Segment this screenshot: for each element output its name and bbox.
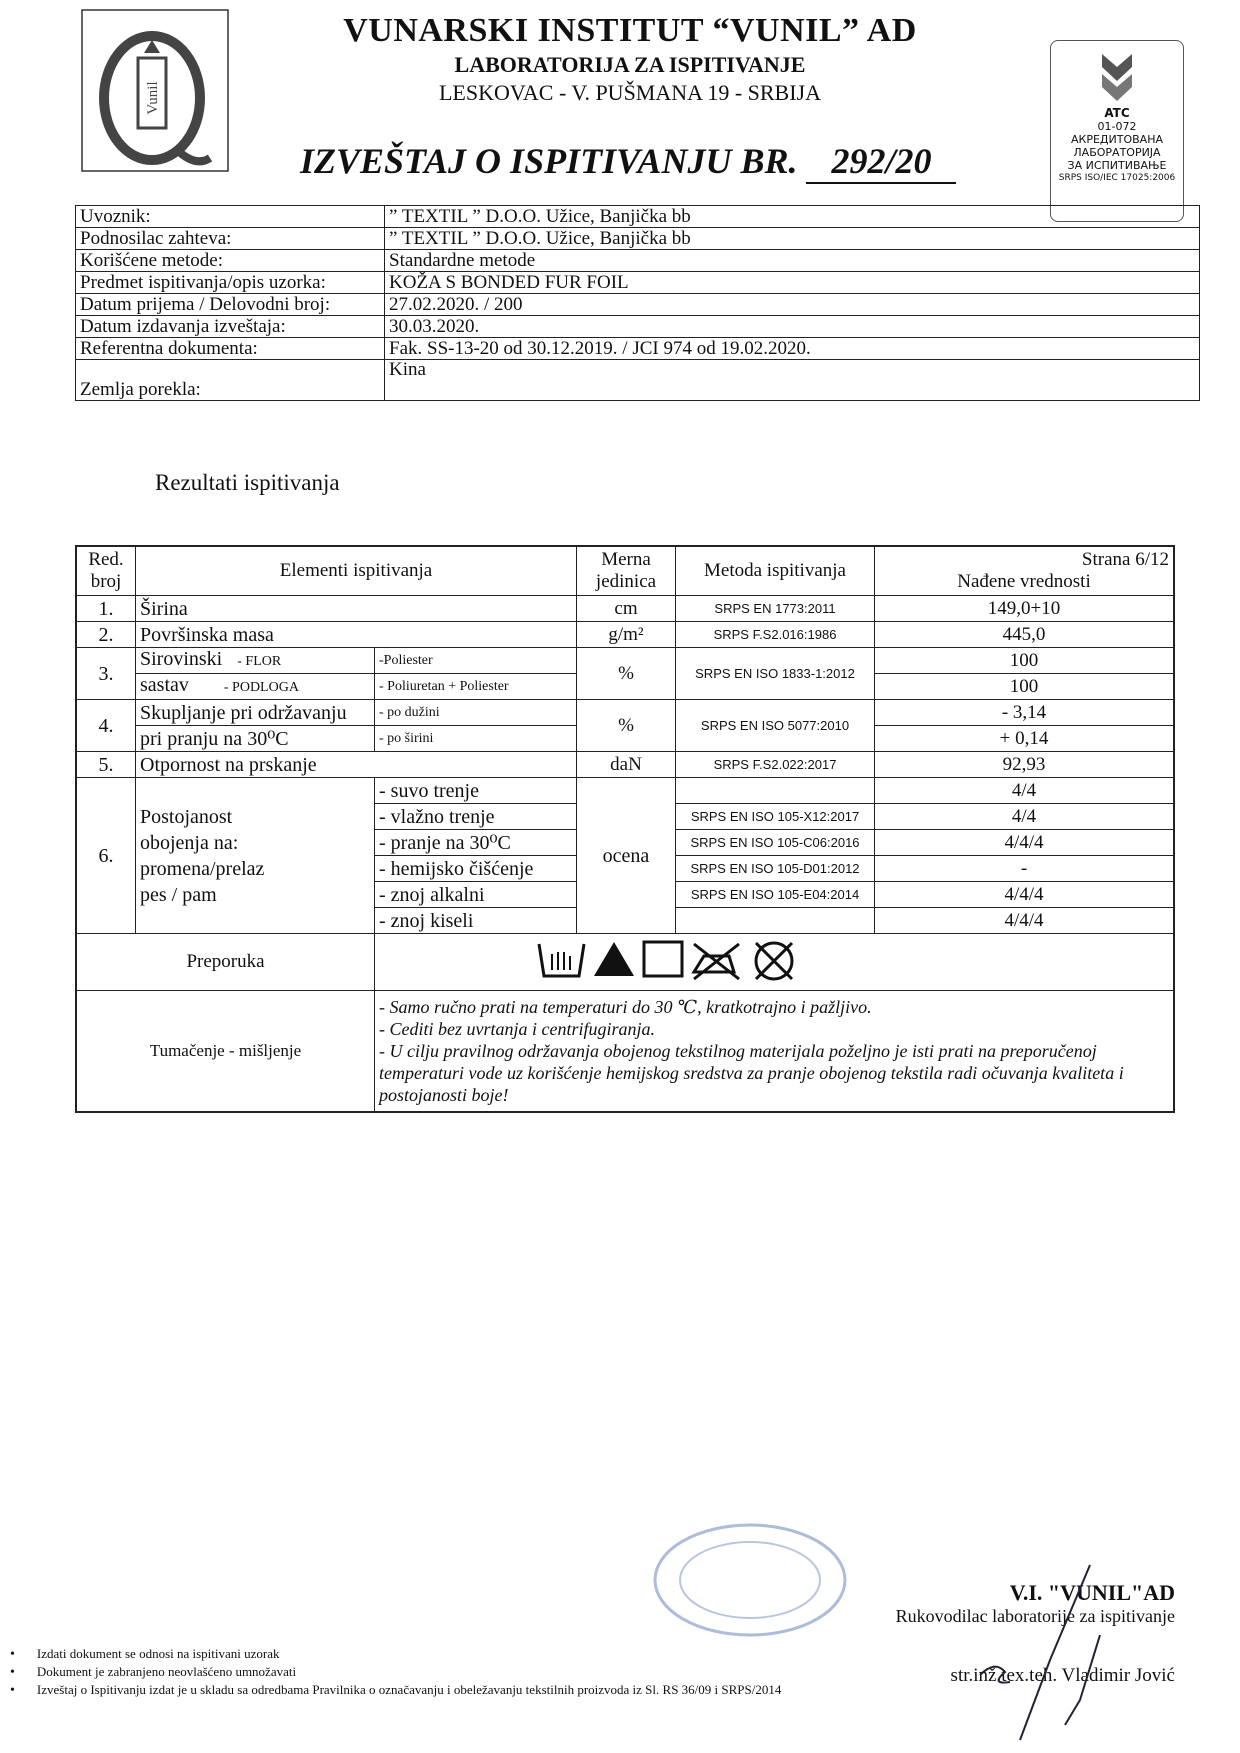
table-row bbox=[76, 596, 1174, 622]
info-table bbox=[75, 205, 1200, 401]
info-row bbox=[76, 338, 1200, 360]
row-number: 1. bbox=[76, 596, 136, 622]
info-value: KOŽA S BONDED FUR FOIL bbox=[385, 272, 1200, 294]
row-value: 4/4/4 bbox=[875, 908, 1175, 934]
table-row bbox=[76, 991, 1174, 1113]
info-value: Fak. SS-13-20 od 30.12.2019. / JCI 974 od 19.02.2020. bbox=[385, 338, 1200, 360]
atc-line3: ЗА ИСПИТИВАЊЕ bbox=[1067, 159, 1167, 172]
row-name: sastav bbox=[140, 674, 189, 696]
footer-note: • Dokument je zabranjeno neovlašćeno umnožavati bbox=[10, 1663, 781, 1681]
row-method: SRPS F.S2.022:2017 bbox=[676, 752, 875, 778]
row-unit: % bbox=[577, 700, 676, 752]
row-sub-label: - PODLOGA bbox=[223, 680, 299, 695]
row-sub-label: - pranje na 30⁰C bbox=[375, 830, 577, 856]
tumacenje-label: Tumačenje - mišljenje bbox=[76, 991, 375, 1113]
no-iron-icon bbox=[694, 944, 739, 979]
report-title bbox=[300, 140, 956, 184]
info-value: 30.03.2020. bbox=[385, 316, 1200, 338]
care-symbols bbox=[375, 934, 1175, 991]
dry-icon bbox=[644, 942, 682, 976]
row-number: 6. bbox=[76, 778, 136, 934]
row-method: SRPS EN ISO 105-C06:2016 bbox=[676, 830, 875, 856]
row-sub-label: - po dužini bbox=[375, 700, 577, 726]
row-name: Postojanost bbox=[140, 805, 233, 828]
atc-line1: АКРЕДИТОВАНА bbox=[1071, 133, 1163, 146]
info-row bbox=[76, 360, 1200, 401]
row-sub-label: - hemijsko čišćenje bbox=[375, 856, 577, 882]
report-number: 292/20 bbox=[806, 140, 956, 184]
interpretation-line: - Samo ručno prati na temperaturi do 30 ℃, kratkotrajno i pažljivo. bbox=[379, 997, 872, 1017]
row-method: SRPS F.S2.016:1986 bbox=[676, 622, 875, 648]
interpretation-text bbox=[375, 991, 1175, 1113]
row-unit: % bbox=[577, 648, 676, 700]
footer-note: • Izveštaj o Ispitivanju izdat je u skladu sa odredbama Pravilnika o označavanju i obeležavanju tekstilnih proizvoda iz Sl. RS 36/09 i SRPS/2014 bbox=[10, 1681, 781, 1699]
table-row bbox=[76, 648, 1174, 674]
row-unit: cm bbox=[577, 596, 676, 622]
row-unit: g/m² bbox=[577, 622, 676, 648]
col-nadjene bbox=[875, 546, 1175, 596]
info-row bbox=[76, 294, 1200, 316]
interpretation-line: - U cilju pravilnog održavanja obojenog tekstilnog materijala poželjno je isti prati na preporučenoj temperaturi vode uz korišćenje hemijskog sredstva za pranje obojenog tekstila radi očuvanja kvaliteta i postojanosti boje! bbox=[379, 1041, 1124, 1105]
row-method bbox=[676, 778, 875, 804]
results-table bbox=[75, 545, 1175, 1113]
institute-header bbox=[330, 12, 930, 106]
col-elementi: Elementi ispitivanja bbox=[136, 546, 577, 596]
row-value: - bbox=[875, 856, 1175, 882]
info-label: Zemlja porekla: bbox=[76, 360, 385, 401]
row-sub-label: - FLOR bbox=[237, 654, 282, 669]
institute-name: VUNARSKI INSTITUT “VUNIL” AD bbox=[343, 12, 917, 49]
info-value: ” TEXTIL ” D.O.O. Užice, Banjička bb bbox=[385, 228, 1200, 250]
signature-role: Rukovodilac laboratorije za ispitivanje bbox=[895, 1606, 1175, 1626]
row-value: 100 bbox=[875, 648, 1175, 674]
row-name: Otpornost na prskanje bbox=[136, 752, 577, 778]
handwritten-signature bbox=[950, 1560, 1150, 1750]
info-value: 27.02.2020. / 200 bbox=[385, 294, 1200, 316]
results-title: Rezultati ispitivanja bbox=[155, 470, 340, 495]
row-number: 5. bbox=[76, 752, 136, 778]
signature-name: str.inž.tex.teh. Vladimir Jović bbox=[950, 1665, 1175, 1686]
row-name: Sirovinski bbox=[140, 648, 223, 670]
atc-line4: SRPS ISO/IEC 17025:2006 bbox=[1058, 173, 1176, 183]
info-row bbox=[76, 316, 1200, 338]
col-red-broj: Red. broj bbox=[76, 546, 136, 596]
row-value: 4/4 bbox=[875, 804, 1175, 830]
table-row bbox=[76, 700, 1174, 726]
row-method bbox=[676, 908, 875, 934]
row-sub-label: - vlažno trenje bbox=[375, 804, 577, 830]
atc-mark: ATC bbox=[1104, 106, 1130, 120]
row-name-part bbox=[136, 674, 375, 700]
row-sub-label: - znoj kiseli bbox=[375, 908, 577, 934]
preporuka-label: Preporuka bbox=[76, 934, 375, 991]
col-nadjene-label: Nađene vrednosti bbox=[957, 571, 1091, 592]
col-merna: Merna jedinica bbox=[577, 546, 676, 596]
atc-logo-icon bbox=[1092, 49, 1142, 104]
row-value: 149,0+10 bbox=[875, 596, 1175, 622]
table-header-row bbox=[76, 546, 1174, 596]
row-sub-label: - po širini bbox=[375, 726, 577, 752]
row-name: promena/prelaz bbox=[140, 857, 265, 880]
info-value: ” TEXTIL ” D.O.O. Užice, Banjička bb bbox=[385, 206, 1200, 228]
row-value: 100 bbox=[875, 674, 1175, 700]
footer-note: • Izdati dokument se odnosi na ispitivani uzorak bbox=[10, 1645, 781, 1663]
row-value: 4/4/4 bbox=[875, 882, 1175, 908]
info-label: Podnosilac zahteva: bbox=[76, 228, 385, 250]
no-dry-clean-icon bbox=[756, 943, 792, 979]
row-value: - 3,14 bbox=[875, 700, 1175, 726]
row-sub-value: - Poliuretan + Poliester bbox=[375, 674, 577, 700]
info-row bbox=[76, 228, 1200, 250]
atc-line2: ЛАБОРАТОРИЈА bbox=[1073, 146, 1161, 159]
footer-notes bbox=[10, 1645, 781, 1699]
accreditation-badge bbox=[1050, 40, 1184, 222]
row-value: 92,93 bbox=[875, 752, 1175, 778]
care-symbols-icon bbox=[534, 934, 834, 984]
interpretation-line: - Cediti bez uvrtanja i centrifugiranja. bbox=[379, 1019, 655, 1039]
table-row bbox=[76, 622, 1174, 648]
info-row bbox=[76, 206, 1200, 228]
row-value: 445,0 bbox=[875, 622, 1175, 648]
signature-org: V.I. "VUNIL"AD bbox=[1009, 1580, 1175, 1605]
info-label: Uvoznik: bbox=[76, 206, 385, 228]
row-value: 4/4 bbox=[875, 778, 1175, 804]
svg-text:Vunil: Vunil bbox=[145, 81, 161, 115]
info-label: Referentna dokumenta: bbox=[76, 338, 385, 360]
row-name: Širina bbox=[136, 596, 577, 622]
info-label: Datum izdavanja izveštaja: bbox=[76, 316, 385, 338]
row-number: 4. bbox=[76, 700, 136, 752]
row-unit: ocena bbox=[577, 778, 676, 934]
table-row bbox=[76, 778, 1174, 804]
row-value: 4/4/4 bbox=[875, 830, 1175, 856]
row-number: 3. bbox=[76, 648, 136, 700]
info-row bbox=[76, 272, 1200, 294]
institute-logo bbox=[80, 8, 230, 173]
row-method: SRPS EN ISO 105-E04:2014 bbox=[676, 882, 875, 908]
report-prefix: IZVEŠTAJ O ISPITIVANJU BR. bbox=[300, 141, 798, 181]
row-sub-value: -Poliester bbox=[375, 648, 577, 674]
bleach-icon bbox=[594, 942, 634, 976]
info-row bbox=[76, 250, 1200, 272]
row-unit: daN bbox=[577, 752, 676, 778]
info-label: Predmet ispitivanja/opis uzorka: bbox=[76, 272, 385, 294]
info-value: Standardne metode bbox=[385, 250, 1200, 272]
lab-stamp bbox=[650, 1520, 850, 1640]
row-name: obojenja na: bbox=[140, 831, 239, 854]
row-method: SRPS EN ISO 5077:2010 bbox=[676, 700, 875, 752]
atc-code: 01-072 bbox=[1097, 120, 1137, 133]
row-name: Skupljanje pri održavanju bbox=[136, 700, 375, 726]
table-row bbox=[76, 752, 1174, 778]
lab-name: LABORATORIJA ZA ISPITIVANJE bbox=[454, 52, 806, 77]
col-metoda: Metoda ispitivanja bbox=[676, 546, 875, 596]
row-number: 2. bbox=[76, 622, 136, 648]
row-name: Površinska masa bbox=[136, 622, 577, 648]
info-value: Kina bbox=[385, 360, 1200, 401]
page-number: Strana 6/12 bbox=[1081, 549, 1169, 570]
row-method: SRPS EN 1773:2011 bbox=[676, 596, 875, 622]
lab-address: LESKOVAC - V. PUŠMANA 19 - SRBIJA bbox=[438, 80, 822, 105]
row-name-part bbox=[136, 648, 375, 674]
table-row bbox=[76, 934, 1174, 991]
row-name: pri pranju na 30⁰C bbox=[136, 726, 375, 752]
row-sub-label: - znoj alkalni bbox=[375, 882, 577, 908]
hand-wash-icon bbox=[539, 944, 584, 976]
row-sub-label: - suvo trenje bbox=[375, 778, 577, 804]
row-method: SRPS EN ISO 105-D01:2012 bbox=[676, 856, 875, 882]
row-method: SRPS EN ISO 1833-1:2012 bbox=[676, 648, 875, 700]
info-label: Datum prijema / Delovodni broj: bbox=[76, 294, 385, 316]
row-name: pes / pam bbox=[140, 883, 217, 906]
info-label: Korišćene metode: bbox=[76, 250, 385, 272]
row-method: SRPS EN ISO 105-X12:2017 bbox=[676, 804, 875, 830]
row-name-block bbox=[136, 778, 375, 934]
row-value: + 0,14 bbox=[875, 726, 1175, 752]
